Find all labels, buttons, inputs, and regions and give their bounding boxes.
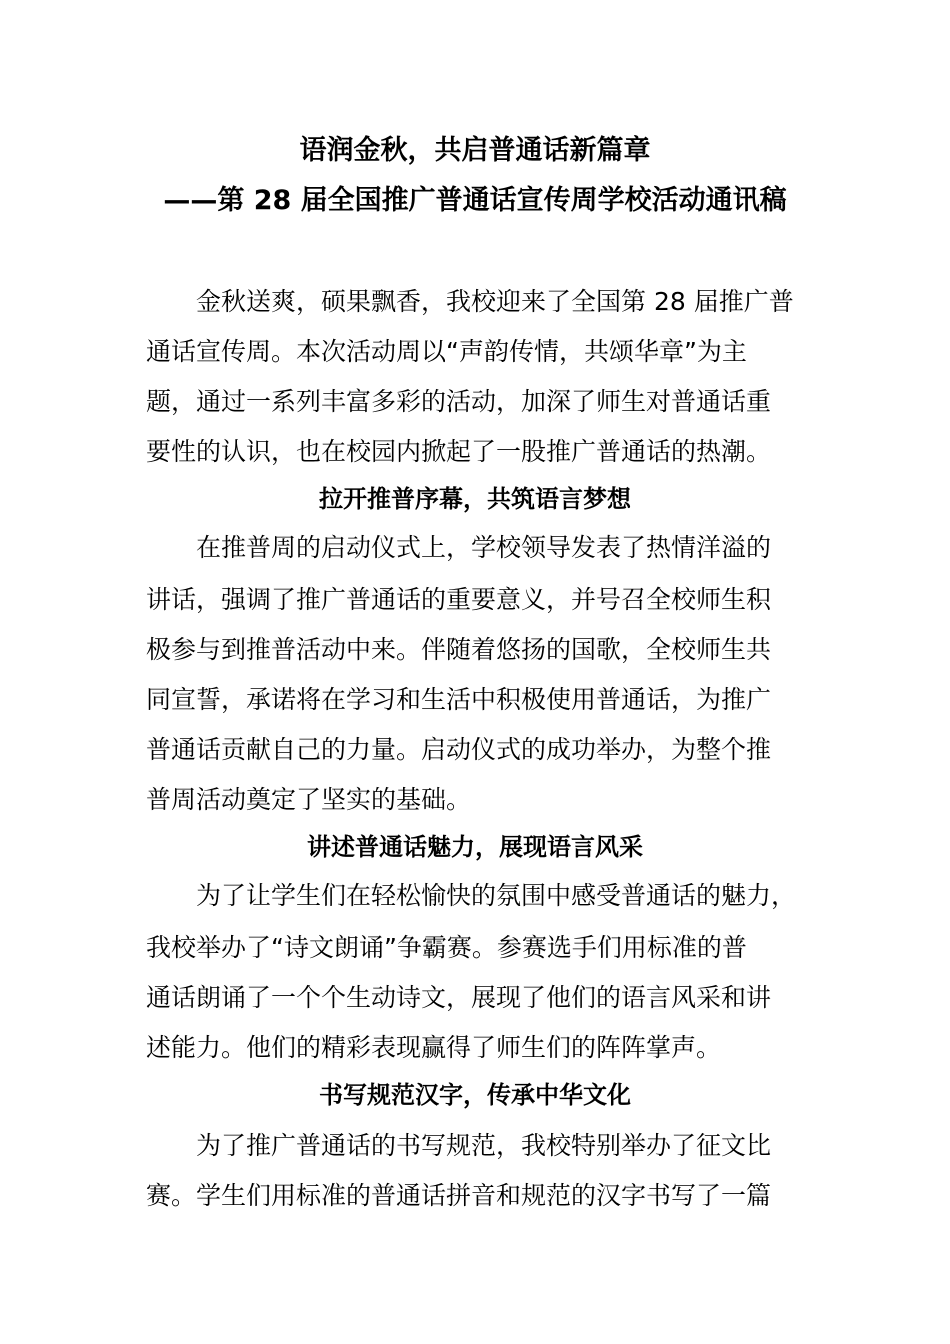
section-heading: 拉开推普序幕，共筑语言梦想 [319,485,631,513]
paragraph-line: 在推普周的启动仪式上，学校领导发表了热情洋溢的 [196,533,772,562]
paragraph-line: 述能力。他们的精彩表现赢得了师生们的阵阵掌声。 [146,1033,722,1062]
paragraph-line: 讲话，强调了推广普通话的重要意义，并号召全校师生积 [146,585,772,614]
intro-line: 通话宣传周。本次活动周以“声韵传情，共颂华章”为主 [146,337,747,366]
document-subtitle: ——第 28 届全国推广普通话宣传周学校活动通讯稿 [163,185,787,216]
intro-line: 要性的认识，也在校园内掀起了一股推广普通话的热潮。 [146,437,772,466]
paragraph-line: 赛。学生们用标准的普通话拼音和规范的汉字书写了一篇 [146,1181,772,1210]
paragraph-line: 普周活动奠定了坚实的基础。 [146,785,472,814]
paragraph-line: 我校举办了“诗文朗诵”争霸赛。参赛选手们用标准的普 [146,933,747,962]
paragraph-line: 同宣誓，承诺将在学习和生活中积极使用普通话，为推广 [146,685,772,714]
intro-line: 题，通过一系列丰富多彩的活动，加深了师生对普通话重 [146,387,772,416]
paragraph-line: 为了让学生们在轻松愉快的氛围中感受普通话的魅力， [196,881,797,910]
paragraph-line: 极参与到推普活动中来。伴随着悠扬的国歌，全校师生共 [146,635,772,664]
document-title: 语润金秋，共启普通话新篇章 [299,135,651,166]
section-heading: 讲述普通话魅力，展现语言风采 [307,833,643,861]
paragraph-line: 普通话贡献自己的力量。启动仪式的成功举办，为整个推 [146,735,772,764]
paragraph-line: 通话朗诵了一个个生动诗文，展现了他们的语言风采和讲 [146,983,772,1012]
paragraph-line: 为了推广普通话的书写规范，我校特别举办了征文比 [196,1131,772,1160]
section-heading: 书写规范汉字，传承中华文化 [319,1081,631,1109]
intro-line: 金秋送爽，硕果飘香，我校迎来了全国第 28 届推广普 [196,287,794,316]
